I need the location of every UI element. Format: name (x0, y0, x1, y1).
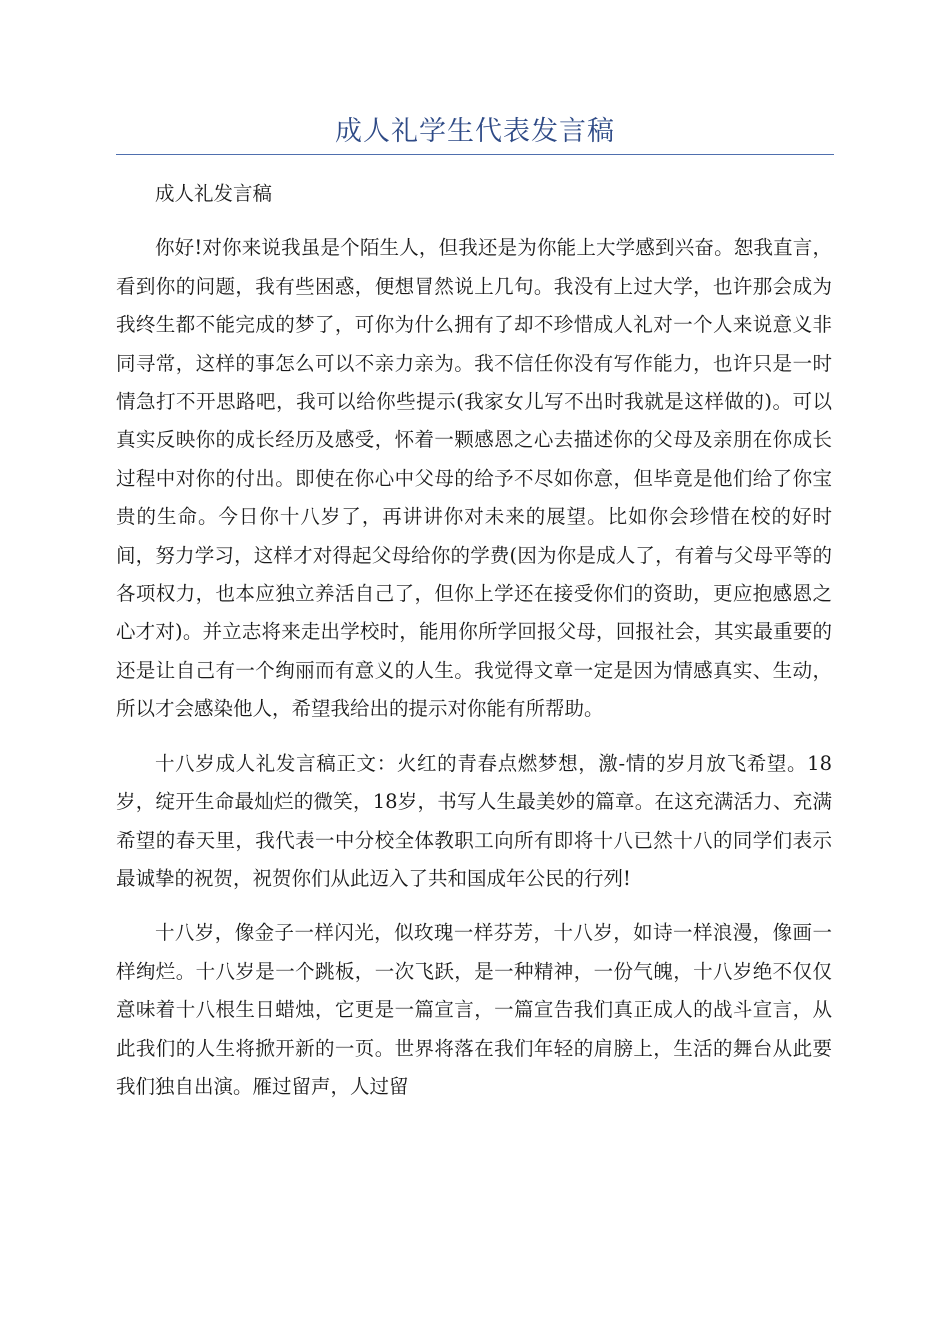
paragraph: 十八岁成人礼发言稿正文：火红的青春点燃梦想，激-情的岁月放飞希望。18岁，绽开生命最灿烂的微笑，18岁，书写人生最美妙的篇章。在这充满活力、充满希望的春天里，我代表一中分校全体教职工向所有即将十八已然十八的同学们表示最诚挚的祝贺，祝贺你们从此迈入了共和国成年公民的行列! (116, 751, 832, 890)
paragraph-subtitle: 成人礼发言稿 (155, 182, 273, 205)
document-title: 成人礼学生代表发言稿 (335, 116, 615, 147)
title-underline (116, 154, 834, 155)
document-body (116, 175, 832, 1122)
paragraph: 十八岁，像金子一样闪光，似玫瑰一样芬芳，十八岁，如诗一样浪漫，像画一样绚烂。十八岁是一个跳板，一次飞跃，是一种精神，一份气魄，十八岁绝不仅仅意味着十八根生日蜡烛，它更是一篇宣言，一篇宣告我们真正成人的战斗宣言，从此我们的人生将掀开新的一页。世界将落在我们年轻的肩膀上，生活的舞台从此要我们独自出演。雁过留声，人过留 (116, 921, 832, 1098)
paragraph: 你好!对你来说我虽是个陌生人，但我还是为你能上大学感到兴奋。恕我直言，看到你的问题，我有些困惑，便想冒然说上几句。我没有上过大学，也许那会成为我终生都不能完成的梦了，可你为什么拥有了却不珍惜成人礼对一个人来说意义非同寻常，这样的事怎么可以不亲力亲为。我不信任你没有写作能力，也许只是一时情急打不开思路吧，我可以给你些提示(我家女儿写不出时我就是这样做的)。可以真实反映你的成长经历及感受，怀着一颗感恩之心去描述你的父母及亲朋在你成长过程中对你的付出。即使在你心中父母的给予不尽如你意，但毕竟是他们给了你宝贵的生命。今日你十八岁了，再讲讲你对未来的展望。比如你会珍惜在校的好时间，努力学习，这样才对得起父母给你的学费(因为你是成人了，有着与父母平等的各项权力，也本应独立养活自己了，但你上学还在接受你们的资助，更应抱感恩之心才对)。并立志将来走出学校时，能用你所学回报父母，回报社会，其实最重要的还是让自己有一个绚丽而有意义的人生。我觉得文章一定是因为情感真实、生动，所以才会感染他人，希望我给出的提示对你能有所帮助。 (116, 236, 832, 721)
